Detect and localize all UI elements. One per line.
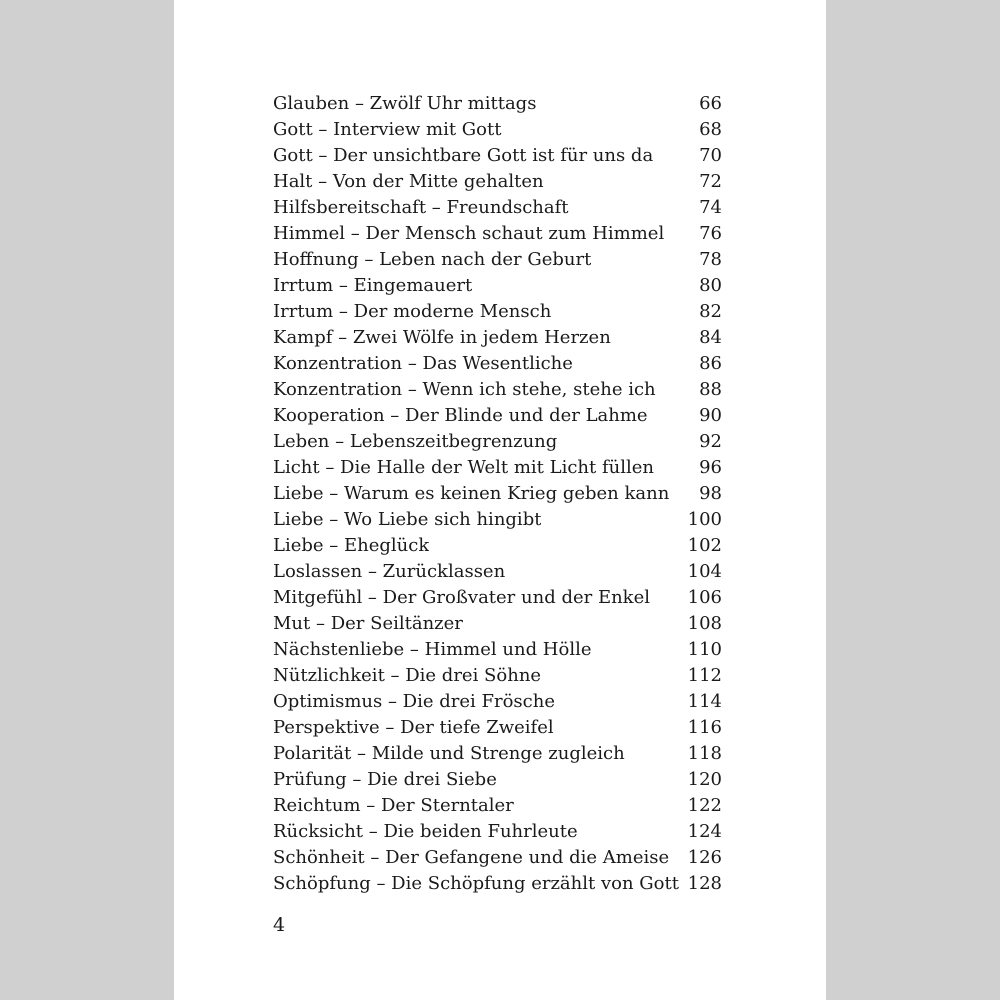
toc-entry-title: Rücksicht – Die beiden Fuhrleute: [273, 821, 578, 842]
table-of-contents: [273, 91, 722, 897]
toc-entry-page: 74: [699, 197, 722, 218]
toc-entry-page: 92: [699, 431, 722, 452]
toc-entry-title: Kampf – Zwei Wölfe in jedem Herzen: [273, 327, 611, 348]
toc-entry-page: 110: [687, 639, 722, 660]
toc-entry: [273, 351, 722, 377]
toc-entry: [273, 793, 722, 819]
toc-entry: [273, 273, 722, 299]
toc-entry-title: Polarität – Milde und Strenge zugleich: [273, 743, 625, 764]
toc-entry: [273, 663, 722, 689]
toc-entry-page: 76: [699, 223, 722, 244]
toc-entry-title: Konzentration – Das Wesentliche: [273, 353, 573, 374]
toc-entry: [273, 845, 722, 871]
toc-entry-page: 72: [699, 171, 722, 192]
toc-entry-page: 106: [687, 587, 722, 608]
toc-entry-title: Loslassen – Zurücklassen: [273, 561, 506, 582]
toc-entry: [273, 871, 722, 897]
toc-entry-title: Gott – Der unsichtbare Gott ist für uns da: [273, 145, 654, 166]
toc-entry: [273, 455, 722, 481]
toc-entry-title: Hoffnung – Leben nach der Geburt: [273, 249, 592, 270]
toc-entry: [273, 117, 722, 143]
toc-entry-page: 88: [699, 379, 722, 400]
toc-entry-title: Halt – Von der Mitte gehalten: [273, 171, 544, 192]
toc-entry-title: Glauben – Zwölf Uhr mittags: [273, 93, 537, 114]
toc-entry-page: 80: [699, 275, 722, 296]
toc-entry-title: Konzentration – Wenn ich stehe, stehe ich: [273, 379, 656, 400]
toc-entry: [273, 143, 722, 169]
toc-entry-title: Mut – Der Seiltänzer: [273, 613, 463, 634]
toc-entry-page: 102: [687, 535, 722, 556]
toc-entry-page: 82: [699, 301, 722, 322]
toc-entry: [273, 637, 722, 663]
toc-entry: [273, 377, 722, 403]
toc-entry-page: 68: [699, 119, 722, 140]
toc-entry-page: 104: [687, 561, 722, 582]
toc-entry: [273, 819, 722, 845]
toc-entry-title: Nächstenliebe – Himmel und Hölle: [273, 639, 592, 660]
toc-entry: [273, 585, 722, 611]
toc-entry-title: Liebe – Warum es keinen Krieg geben kann: [273, 483, 670, 504]
toc-entry-title: Hilfsbereitschaft – Freundschaft: [273, 197, 569, 218]
toc-entry: [273, 221, 722, 247]
toc-entry-title: Kooperation – Der Blinde und der Lahme: [273, 405, 648, 426]
toc-entry-title: Perspektive – Der tiefe Zweifel: [273, 717, 554, 738]
book-page: [174, 0, 826, 1000]
toc-entry-title: Gott – Interview mit Gott: [273, 119, 502, 140]
toc-entry-page: 78: [699, 249, 722, 270]
toc-entry-page: 118: [687, 743, 722, 764]
toc-entry: [273, 91, 722, 117]
toc-entry-page: 84: [699, 327, 722, 348]
toc-entry: [273, 533, 722, 559]
toc-entry-title: Prüfung – Die drei Siebe: [273, 769, 497, 790]
toc-entry-title: Schöpfung – Die Schöpfung erzählt von Gott: [273, 873, 679, 894]
toc-entry-title: Licht – Die Halle der Welt mit Licht füllen: [273, 457, 654, 478]
toc-entry-title: Mitgefühl – Der Großvater und der Enkel: [273, 587, 650, 608]
toc-entry: [273, 169, 722, 195]
toc-entry-page: 96: [699, 457, 722, 478]
toc-entry-page: 128: [687, 873, 722, 894]
toc-entry-title: Optimismus – Die drei Frösche: [273, 691, 555, 712]
toc-entry-page: 122: [687, 795, 722, 816]
toc-entry-page: 66: [699, 93, 722, 114]
toc-entry: [273, 299, 722, 325]
page-number: 4: [273, 914, 286, 936]
toc-entry: [273, 559, 722, 585]
toc-entry-page: 98: [699, 483, 722, 504]
toc-entry-title: Liebe – Wo Liebe sich hingibt: [273, 509, 542, 530]
toc-entry-title: Leben – Lebenszeitbegrenzung: [273, 431, 558, 452]
toc-entry: [273, 611, 722, 637]
toc-entry: [273, 689, 722, 715]
toc-entry-page: 124: [687, 821, 722, 842]
toc-entry-page: 108: [687, 613, 722, 634]
toc-entry-title: Irrtum – Der moderne Mensch: [273, 301, 552, 322]
toc-entry: [273, 715, 722, 741]
toc-entry: [273, 403, 722, 429]
toc-entry-page: 90: [699, 405, 722, 426]
toc-entry-title: Reichtum – Der Sterntaler: [273, 795, 514, 816]
toc-entry-page: 70: [699, 145, 722, 166]
toc-entry: [273, 767, 722, 793]
toc-entry: [273, 195, 722, 221]
toc-entry-page: 116: [687, 717, 722, 738]
toc-entry-title: Irrtum – Eingemauert: [273, 275, 473, 296]
toc-entry-page: 100: [687, 509, 722, 530]
toc-entry-page: 114: [687, 691, 722, 712]
toc-entry: [273, 247, 722, 273]
toc-entry: [273, 325, 722, 351]
toc-entry-page: 120: [687, 769, 722, 790]
toc-entry-title: Schönheit – Der Gefangene und die Ameise: [273, 847, 670, 868]
toc-entry-title: Himmel – Der Mensch schaut zum Himmel: [273, 223, 665, 244]
toc-entry: [273, 507, 722, 533]
toc-entry-title: Liebe – Eheglück: [273, 535, 430, 556]
toc-entry: [273, 429, 722, 455]
toc-entry-title: Nützlichkeit – Die drei Söhne: [273, 665, 542, 686]
toc-entry: [273, 741, 722, 767]
toc-entry-page: 112: [687, 665, 722, 686]
toc-entry-page: 86: [699, 353, 722, 374]
toc-entry: [273, 481, 722, 507]
toc-entry-page: 126: [687, 847, 722, 868]
